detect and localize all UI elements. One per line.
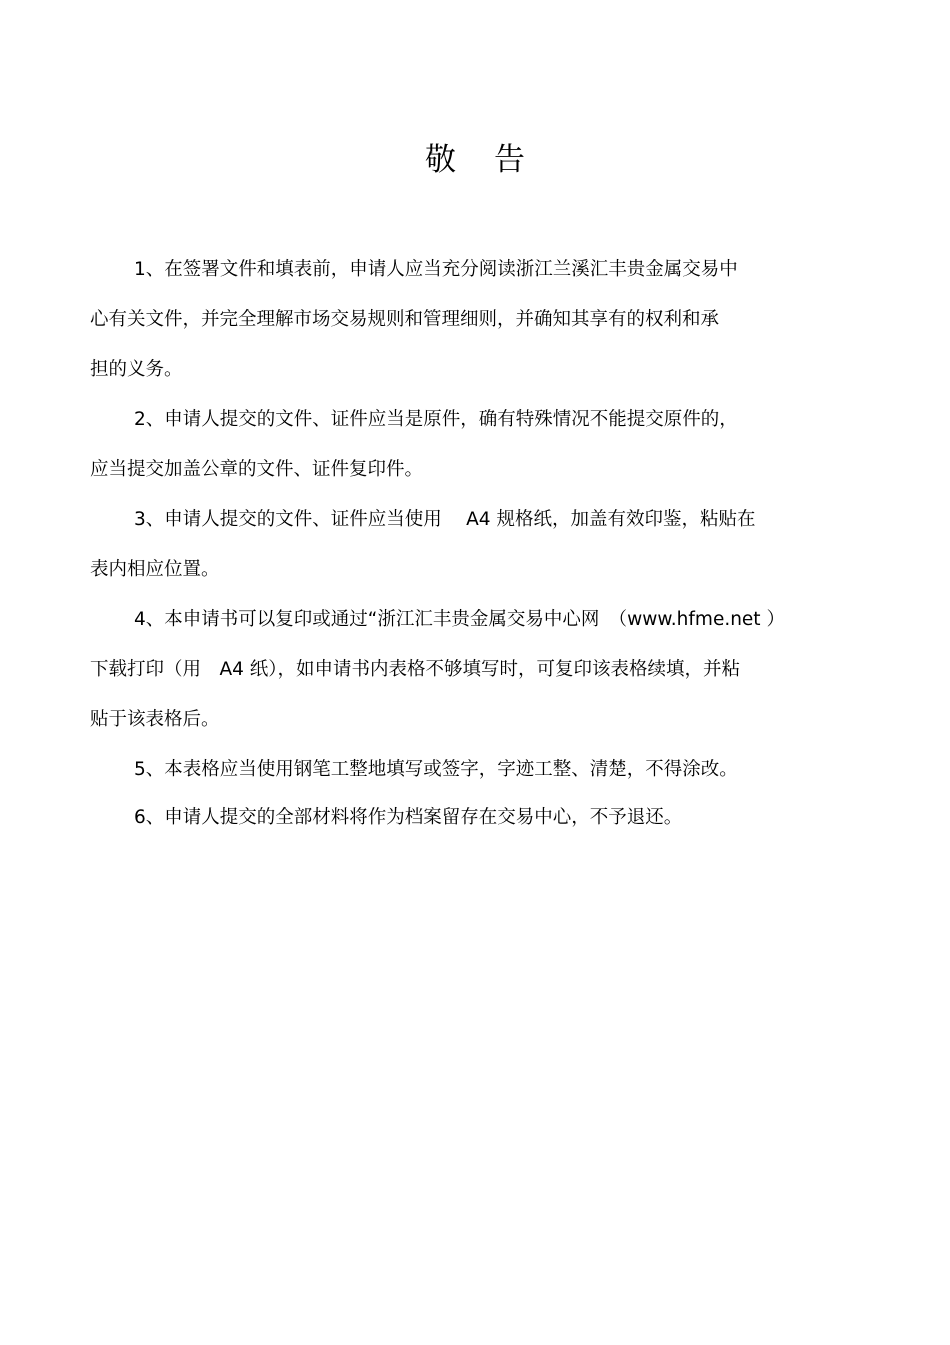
notice-4-line-3: 贴于该表格后。 [90,709,220,730]
page-title [0,140,950,180]
title-char-1: 敬 [425,142,456,178]
notice-2-line-2: 应当提交加盖公章的文件、证件复印件。 [90,459,424,480]
notice-1-line-1: 1、在签署文件和填表前，申请人应当充分阅读浙江兰溪汇丰贵金属交易中 [134,259,738,280]
notice-1-line-2: 心有关文件，并完全理解市场交易规则和管理细则，并确知其享有的权利和承 [90,309,720,330]
title-char-2: 告 [494,142,525,178]
notice-6-line-1: 6、申请人提交的全部材料将作为档案留存在交易中心，不予退还。 [134,807,683,828]
notice-4-line-1: 4、本申请书可以复印或通过“浙江汇丰贵金属交易中心网 （www.hfme.net ） [134,609,785,630]
notice-2-line-1: 2、申请人提交的文件、证件应当是原件，确有特殊情况不能提交原件的， [134,409,738,430]
notice-3-line-1: 3、申请人提交的文件、证件应当使用 A4 规格纸，加盖有效印鉴，粘贴在 [134,509,756,530]
notice-4-line-2: 下载打印（用 A4 纸），如申请书内表格不够填写时，可复印该表格续填，并粘 [90,659,741,680]
notice-1-line-3: 担的义务。 [90,359,183,380]
notice-5-line-1: 5、本表格应当使用钢笔工整地填写或签字，字迹工整、清楚，不得涂改。 [134,759,738,780]
notice-3-line-2: 表内相应位置。 [90,559,220,580]
